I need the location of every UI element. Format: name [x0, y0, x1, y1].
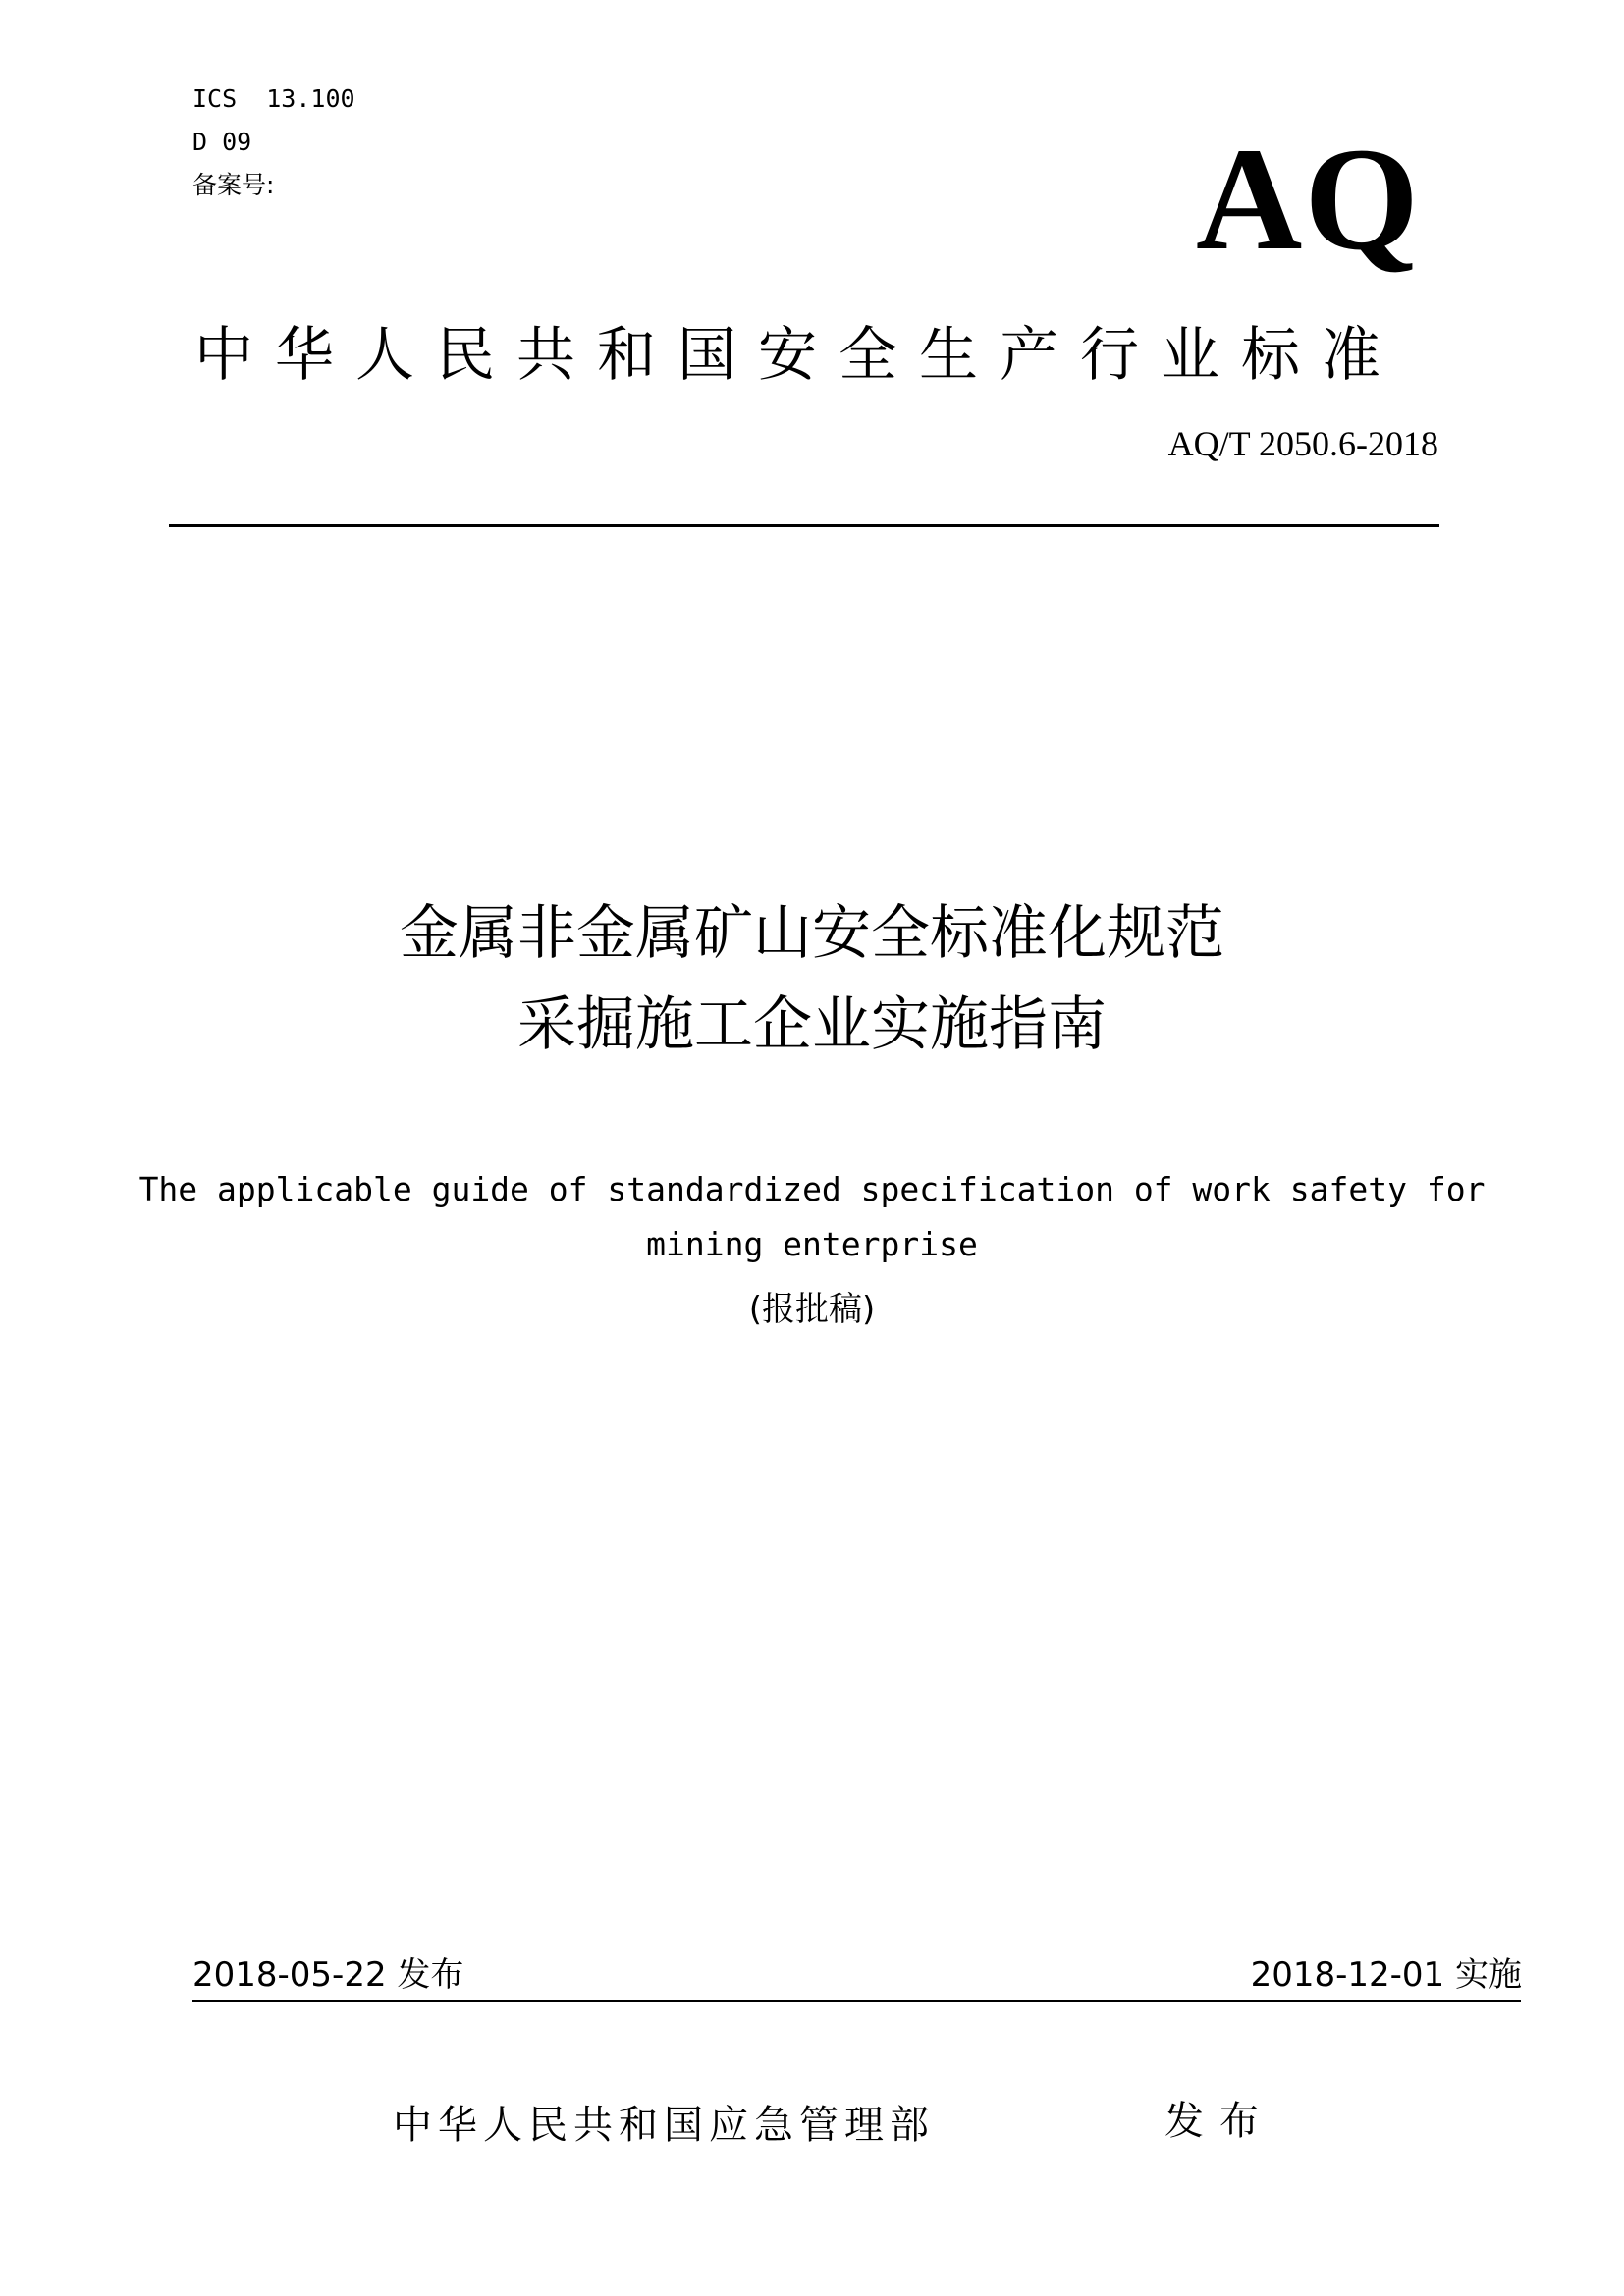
document-title-line2: 采掘施工企业实施指南	[517, 990, 1107, 1059]
record-number-label: 备案号:	[192, 171, 275, 199]
org-title: 中华人民共和国安全生产行业标准	[194, 321, 1402, 390]
document-title-line1: 金属非金属矿山安全标准化规范	[400, 899, 1224, 968]
english-title-line1: The applicable guide of standardized specification of work safety for	[138, 1170, 1486, 1208]
header-divider	[169, 524, 1439, 527]
footer-divider	[192, 2000, 1521, 2002]
implementation-date: 2018-12-01 实施	[1250, 1955, 1522, 1995]
english-title-line2: mining enterprise	[646, 1225, 978, 1263]
standard-number: AQ/T 2050.6-2018	[1167, 424, 1438, 463]
publish-label: 发布	[1164, 2099, 1274, 2144]
ccs-code: D 09	[192, 128, 252, 156]
issuing-authority: 中华人民共和国应急管理部	[393, 2103, 935, 2148]
aq-logo: AQ	[1196, 118, 1421, 281]
release-date: 2018-05-22 发布	[192, 1955, 464, 1995]
draft-status-label: (报批稿)	[748, 1290, 876, 1329]
ics-code: ICS 13.100	[192, 84, 355, 113]
